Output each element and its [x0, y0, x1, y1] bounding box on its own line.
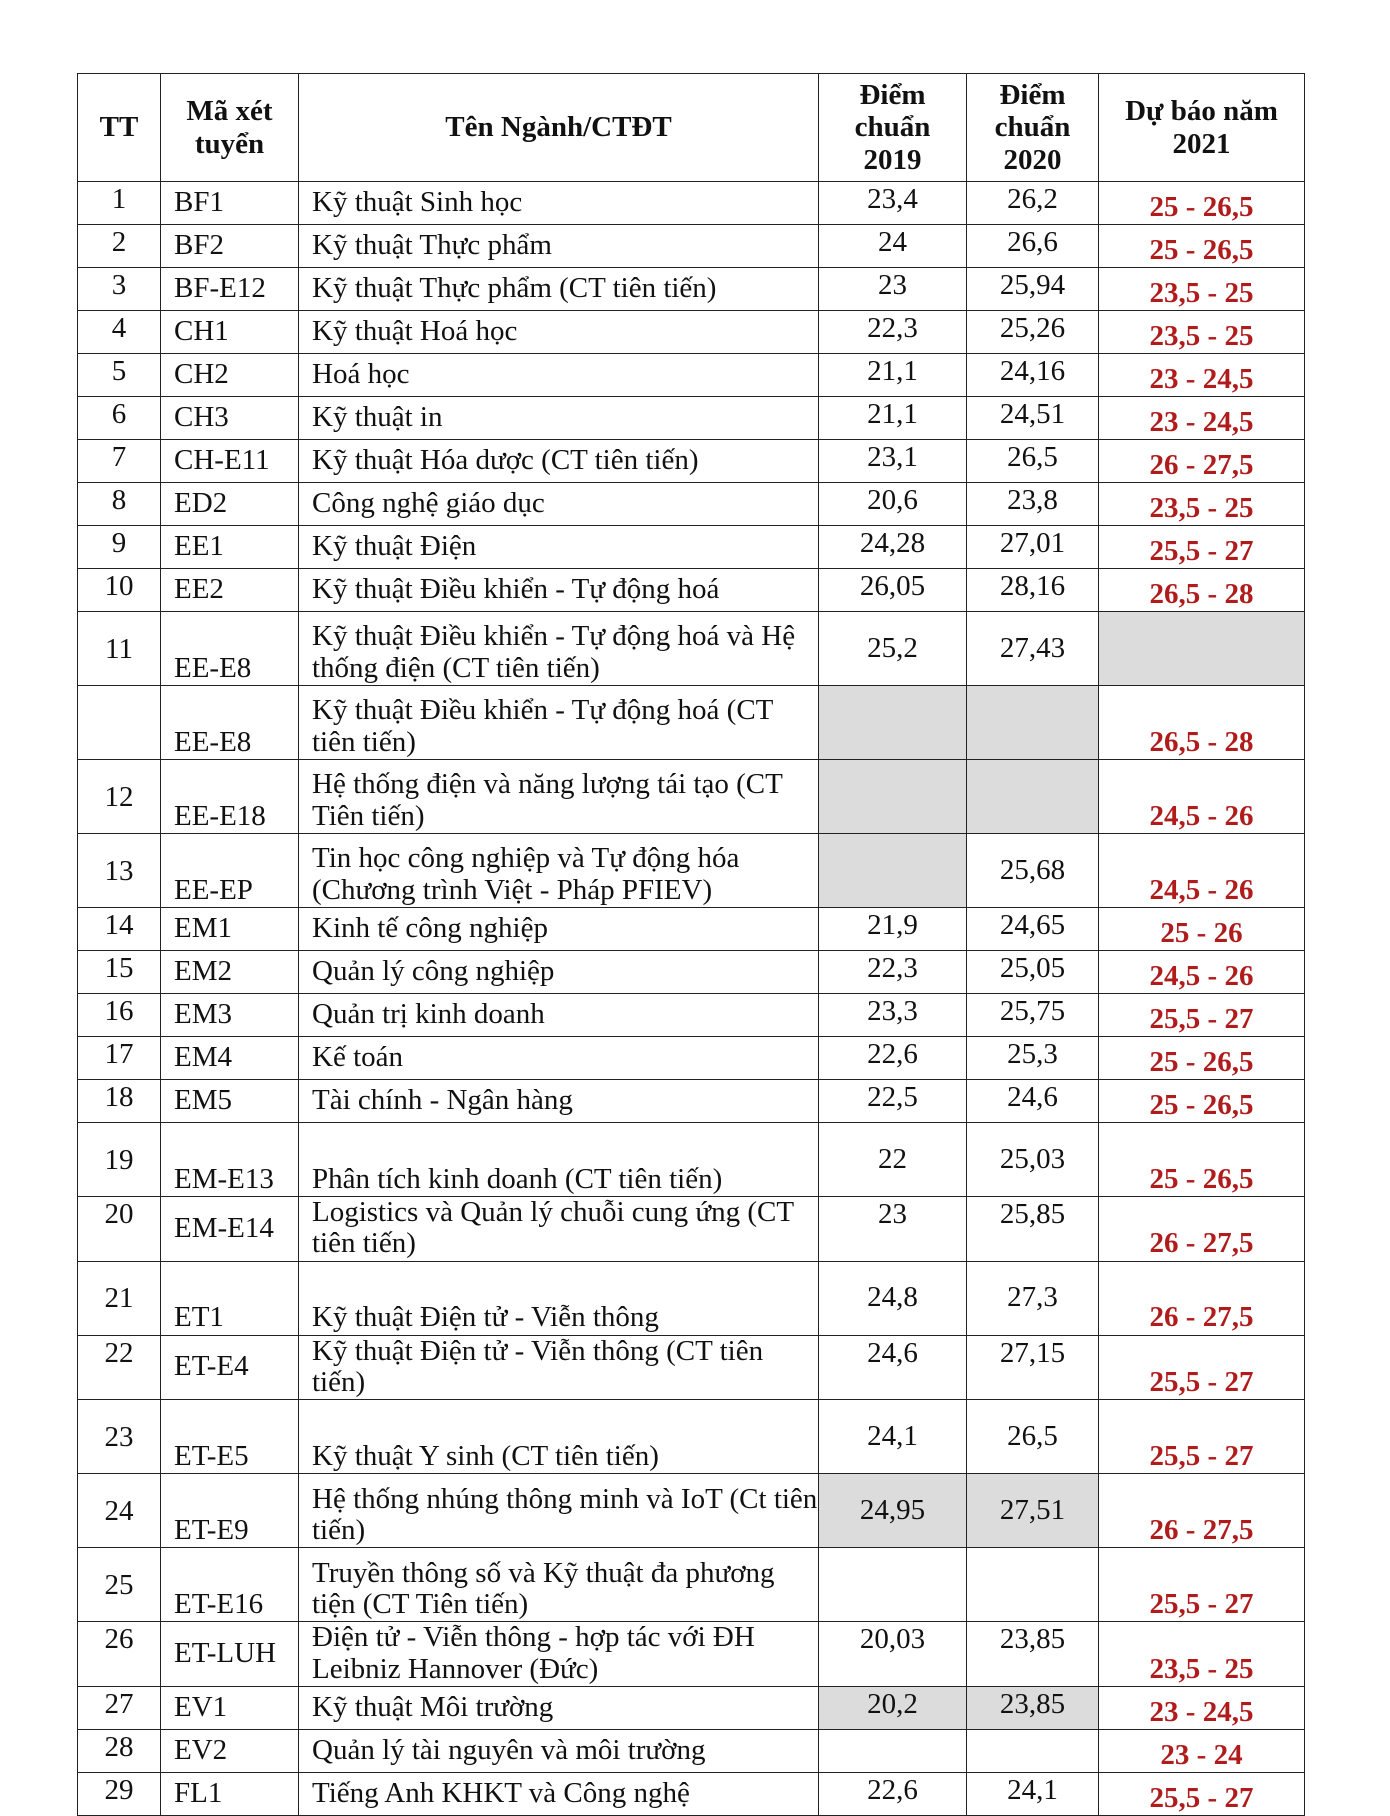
table-body: [78, 182, 1305, 1816]
program-name: Kỹ thuật Y sinh (CT tiên tiến): [299, 1400, 819, 1474]
score-2020: 25,26: [967, 311, 1099, 354]
score-2020: 27,01: [967, 526, 1099, 569]
score-2020: [967, 1729, 1099, 1772]
admission-code: ET-E4: [161, 1335, 299, 1400]
score-2020: 26,5: [967, 440, 1099, 483]
score-2020: 24,1: [967, 1772, 1099, 1815]
admission-code: ET-LUH: [161, 1622, 299, 1687]
program-name: Hệ thống điện và năng lượng tái tạo (CT Tiên tiến): [299, 760, 819, 834]
table-row: [78, 526, 1305, 569]
table-row: [78, 612, 1305, 686]
table-row: [78, 1474, 1305, 1548]
admission-code: ET1: [161, 1261, 299, 1335]
forecast-2021: 25,5 - 27: [1099, 1548, 1305, 1622]
table-row: [78, 569, 1305, 612]
score-2020: 27,51: [967, 1474, 1099, 1548]
program-name: Kỹ thuật Sinh học: [299, 182, 819, 225]
row-number: 9: [78, 526, 161, 569]
score-2019: [819, 686, 967, 760]
forecast-2021: 26 - 27,5: [1099, 1197, 1305, 1262]
score-2020: [967, 1548, 1099, 1622]
score-2019: 26,05: [819, 569, 967, 612]
forecast-2021: 25 - 26,5: [1099, 1037, 1305, 1080]
row-number: 5: [78, 354, 161, 397]
score-2020: 25,75: [967, 994, 1099, 1037]
forecast-2021: 25,5 - 27: [1099, 526, 1305, 569]
forecast-2021: [1099, 612, 1305, 686]
row-number: 27: [78, 1686, 161, 1729]
header-score-2020: [967, 74, 1099, 182]
table-row: [78, 1400, 1305, 1474]
forecast-2021: 25 - 26,5: [1099, 225, 1305, 268]
table-row: [78, 1197, 1305, 1262]
forecast-2021: 25 - 26: [1099, 908, 1305, 951]
row-number: 19: [78, 1123, 161, 1197]
row-number: 8: [78, 483, 161, 526]
forecast-2021: 25 - 26,5: [1099, 1123, 1305, 1197]
table-row: [78, 686, 1305, 760]
table-row: [78, 354, 1305, 397]
score-2019: 20,2: [819, 1686, 967, 1729]
table-row: [78, 1037, 1305, 1080]
forecast-2021: 24,5 - 26: [1099, 834, 1305, 908]
score-2019: [819, 834, 967, 908]
row-number: 11: [78, 612, 161, 686]
score-2020: [967, 760, 1099, 834]
score-2019: 23: [819, 1197, 967, 1262]
program-name: Quản trị kinh doanh: [299, 994, 819, 1037]
program-name: Kỹ thuật Hóa dược (CT tiên tiến): [299, 440, 819, 483]
score-2020: 24,51: [967, 397, 1099, 440]
table-row: [78, 834, 1305, 908]
forecast-2021: 25,5 - 27: [1099, 1335, 1305, 1400]
score-2019: 20,6: [819, 483, 967, 526]
score-2019: 25,2: [819, 612, 967, 686]
program-name: Quản lý tài nguyên và môi trường: [299, 1729, 819, 1772]
forecast-2021: 23,5 - 25: [1099, 1622, 1305, 1687]
program-name: Tin học công nghiệp và Tự động hóa (Chương trình Việt - Pháp PFIEV): [299, 834, 819, 908]
admission-code: ED2: [161, 483, 299, 526]
table-row: [78, 440, 1305, 483]
admission-code: CH2: [161, 354, 299, 397]
program-name: Kinh tế công nghiệp: [299, 908, 819, 951]
table-row: [78, 760, 1305, 834]
program-name: Hoá học: [299, 354, 819, 397]
program-name: Kỹ thuật Thực phẩm (CT tiên tiến): [299, 268, 819, 311]
score-2020: 25,05: [967, 951, 1099, 994]
score-2019: 24: [819, 225, 967, 268]
row-number: 13: [78, 834, 161, 908]
header-name: Tên Ngành/CTĐT: [299, 74, 819, 182]
score-2019: 24,1: [819, 1400, 967, 1474]
table-row: [78, 268, 1305, 311]
forecast-2021: 24,5 - 26: [1099, 760, 1305, 834]
table-row: [78, 1080, 1305, 1123]
admission-code: BF1: [161, 182, 299, 225]
score-2020: 23,8: [967, 483, 1099, 526]
admission-code: FL1: [161, 1772, 299, 1815]
row-number: [78, 686, 161, 760]
header-forecast: [1099, 74, 1305, 182]
admission-code: EV2: [161, 1729, 299, 1772]
admission-code: EM4: [161, 1037, 299, 1080]
table-row: [78, 182, 1305, 225]
header-code-text: Mã xét tuyển: [186, 95, 273, 160]
admission-code: EE1: [161, 526, 299, 569]
admission-scores-table: [77, 73, 1305, 1816]
admission-code: EM1: [161, 908, 299, 951]
score-2020: 23,85: [967, 1686, 1099, 1729]
forecast-2021: 25,5 - 27: [1099, 1400, 1305, 1474]
row-number: 14: [78, 908, 161, 951]
admission-code: CH-E11: [161, 440, 299, 483]
row-number: 16: [78, 994, 161, 1037]
program-name: Công nghệ giáo dục: [299, 483, 819, 526]
forecast-2021: 26 - 27,5: [1099, 440, 1305, 483]
forecast-2021: 23 - 24,5: [1099, 397, 1305, 440]
score-2020: 25,85: [967, 1197, 1099, 1262]
admission-code: EM5: [161, 1080, 299, 1123]
score-2019: 22,6: [819, 1037, 967, 1080]
admission-code: EE-E18: [161, 760, 299, 834]
admission-code: BF-E12: [161, 268, 299, 311]
admission-code: ET-E16: [161, 1548, 299, 1622]
score-2020: 25,3: [967, 1037, 1099, 1080]
score-2020: 24,6: [967, 1080, 1099, 1123]
row-number: 12: [78, 760, 161, 834]
program-name: Hệ thống nhúng thông minh và IoT (Ct tiên tiến): [299, 1474, 819, 1548]
score-2020: 23,85: [967, 1622, 1099, 1687]
program-name: Tiếng Anh KHKT và Công nghệ: [299, 1772, 819, 1815]
score-2020: 27,3: [967, 1261, 1099, 1335]
row-number: 26: [78, 1622, 161, 1687]
score-2019: 21,9: [819, 908, 967, 951]
score-2019: 23: [819, 268, 967, 311]
forecast-2021: 23,5 - 25: [1099, 311, 1305, 354]
forecast-2021: 24,5 - 26: [1099, 951, 1305, 994]
forecast-2021: 23,5 - 25: [1099, 268, 1305, 311]
score-2019: 22,5: [819, 1080, 967, 1123]
table-row: [78, 994, 1305, 1037]
score-2019: 21,1: [819, 354, 967, 397]
forecast-2021: 25 - 26,5: [1099, 182, 1305, 225]
header-code: [161, 74, 299, 182]
table-row: [78, 951, 1305, 994]
program-name: Kỹ thuật Điều khiển - Tự động hoá và Hệ thống điện (CT tiên tiến): [299, 612, 819, 686]
score-2020: [967, 686, 1099, 760]
row-number: 10: [78, 569, 161, 612]
score-2019: 24,28: [819, 526, 967, 569]
program-name: Kế toán: [299, 1037, 819, 1080]
program-name: Kỹ thuật Điện tử - Viễn thông (CT tiên tiến): [299, 1335, 819, 1400]
score-2019: 24,8: [819, 1261, 967, 1335]
admission-code: ET-E5: [161, 1400, 299, 1474]
header-tt: TT: [78, 74, 161, 182]
row-number: 15: [78, 951, 161, 994]
row-number: 18: [78, 1080, 161, 1123]
score-2020: 25,94: [967, 268, 1099, 311]
row-number: 1: [78, 182, 161, 225]
table-row: [78, 908, 1305, 951]
row-number: 29: [78, 1772, 161, 1815]
header-row: [78, 74, 1305, 182]
row-number: 23: [78, 1400, 161, 1474]
forecast-2021: 25,5 - 27: [1099, 994, 1305, 1037]
forecast-2021: 25,5 - 27: [1099, 1772, 1305, 1815]
program-name: Kỹ thuật Hoá học: [299, 311, 819, 354]
program-name: Kỹ thuật in: [299, 397, 819, 440]
program-name: Kỹ thuật Điện: [299, 526, 819, 569]
table-row: [78, 1261, 1305, 1335]
admission-code: EM3: [161, 994, 299, 1037]
row-number: 21: [78, 1261, 161, 1335]
table-row: [78, 1729, 1305, 1772]
score-2020: 24,65: [967, 908, 1099, 951]
table-row: [78, 225, 1305, 268]
program-name: Quản lý công nghiệp: [299, 951, 819, 994]
row-number: 17: [78, 1037, 161, 1080]
admission-code: EE2: [161, 569, 299, 612]
forecast-2021: 26,5 - 28: [1099, 686, 1305, 760]
score-2019: [819, 760, 967, 834]
row-number: 6: [78, 397, 161, 440]
header-score-2019-text: Điểm chuẩn 2019: [854, 78, 931, 176]
table-row: [78, 1622, 1305, 1687]
admission-code: EM-E13: [161, 1123, 299, 1197]
forecast-2021: 23,5 - 25: [1099, 483, 1305, 526]
forecast-2021: 25 - 26,5: [1099, 1080, 1305, 1123]
score-2020: 26,6: [967, 225, 1099, 268]
score-2019: [819, 1729, 967, 1772]
program-name: Kỹ thuật Điện tử - Viễn thông: [299, 1261, 819, 1335]
admission-code: BF2: [161, 225, 299, 268]
program-name: Phân tích kinh doanh (CT tiên tiến): [299, 1123, 819, 1197]
row-number: 28: [78, 1729, 161, 1772]
admission-code: EM2: [161, 951, 299, 994]
forecast-2021: 23 - 24: [1099, 1729, 1305, 1772]
forecast-2021: 23 - 24,5: [1099, 354, 1305, 397]
score-2020: 26,5: [967, 1400, 1099, 1474]
forecast-2021: 26 - 27,5: [1099, 1474, 1305, 1548]
program-name: Tài chính - Ngân hàng: [299, 1080, 819, 1123]
score-2019: 24,95: [819, 1474, 967, 1548]
program-name: Logistics và Quản lý chuỗi cung ứng (CT tiên tiến): [299, 1197, 819, 1262]
score-2019: 22,3: [819, 311, 967, 354]
row-number: 22: [78, 1335, 161, 1400]
row-number: 20: [78, 1197, 161, 1262]
table-row: [78, 311, 1305, 354]
forecast-2021: 26,5 - 28: [1099, 569, 1305, 612]
score-2020: 27,15: [967, 1335, 1099, 1400]
table-row: [78, 1335, 1305, 1400]
row-number: 7: [78, 440, 161, 483]
score-2019: 21,1: [819, 397, 967, 440]
program-name: Kỹ thuật Điều khiển - Tự động hoá: [299, 569, 819, 612]
program-name: Kỹ thuật Thực phẩm: [299, 225, 819, 268]
admission-code: CH3: [161, 397, 299, 440]
table-row: [78, 1772, 1305, 1815]
score-2020: 26,2: [967, 182, 1099, 225]
forecast-2021: 23 - 24,5: [1099, 1686, 1305, 1729]
admission-code: ET-E9: [161, 1474, 299, 1548]
program-name: Kỹ thuật Điều khiển - Tự động hoá (CT tiên tiến): [299, 686, 819, 760]
header-forecast-text: Dự báo năm 2021: [1125, 95, 1278, 160]
program-name: Kỹ thuật Môi trường: [299, 1686, 819, 1729]
score-2019: 22: [819, 1123, 967, 1197]
score-2020: 25,03: [967, 1123, 1099, 1197]
table-row: [78, 397, 1305, 440]
row-number: 3: [78, 268, 161, 311]
score-2020: 25,68: [967, 834, 1099, 908]
admission-code: EM-E14: [161, 1197, 299, 1262]
score-2019: 22,3: [819, 951, 967, 994]
row-number: 25: [78, 1548, 161, 1622]
program-name: Truyền thông số và Kỹ thuật đa phương tiện (CT Tiên tiến): [299, 1548, 819, 1622]
header-score-2019: [819, 74, 967, 182]
table-row: [78, 1548, 1305, 1622]
score-2020: 24,16: [967, 354, 1099, 397]
table-row: [78, 1686, 1305, 1729]
header-score-2020-text: Điểm chuẩn 2020: [994, 78, 1071, 176]
forecast-2021: 26 - 27,5: [1099, 1261, 1305, 1335]
admission-code: EV1: [161, 1686, 299, 1729]
score-2019: [819, 1548, 967, 1622]
score-2019: 20,03: [819, 1622, 967, 1687]
score-2019: 24,6: [819, 1335, 967, 1400]
admission-code: CH1: [161, 311, 299, 354]
score-2019: 22,6: [819, 1772, 967, 1815]
score-2020: 27,43: [967, 612, 1099, 686]
row-number: 2: [78, 225, 161, 268]
score-2020: 28,16: [967, 569, 1099, 612]
admission-code: EE-E8: [161, 612, 299, 686]
row-number: 4: [78, 311, 161, 354]
score-2019: 23,3: [819, 994, 967, 1037]
row-number: 24: [78, 1474, 161, 1548]
admission-code: EE-E8: [161, 686, 299, 760]
table-row: [78, 1123, 1305, 1197]
admission-code: EE-EP: [161, 834, 299, 908]
score-2019: 23,4: [819, 182, 967, 225]
program-name: Điện tử - Viễn thông - hợp tác với ĐH Leibniz Hannover (Đức): [299, 1622, 819, 1687]
score-2019: 23,1: [819, 440, 967, 483]
table-row: [78, 483, 1305, 526]
